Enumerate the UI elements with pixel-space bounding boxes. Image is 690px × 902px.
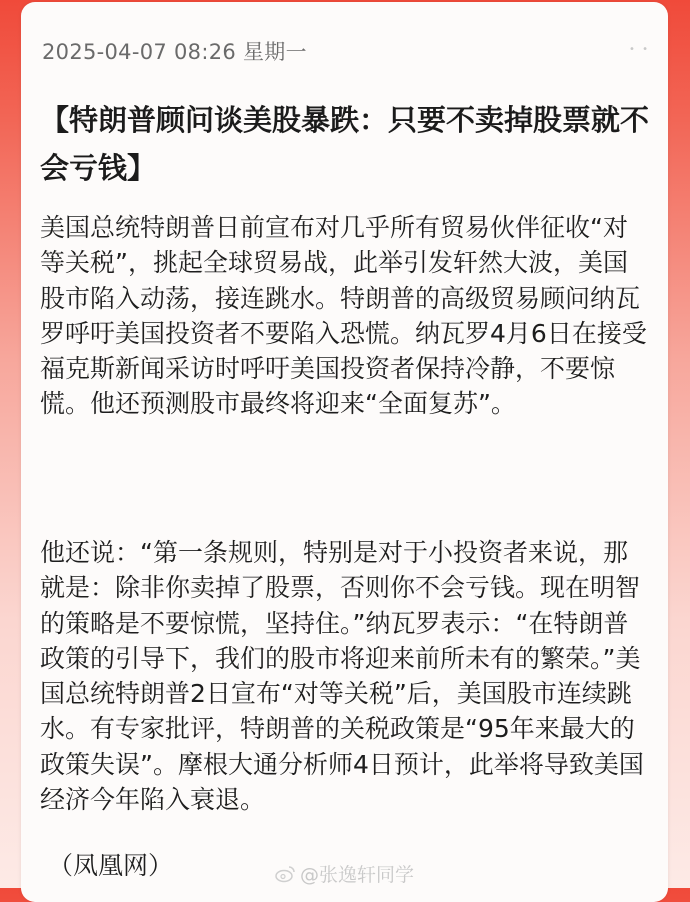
- post-datetime: 2025-04-07 08:26 星期一: [42, 40, 307, 64]
- weibo-icon: [274, 865, 296, 883]
- watermark-text: @张逸轩同学: [299, 864, 414, 886]
- article-paragraph-1: 美国总统特朗普日前宣布对几乎所有贸易伙伴征收“对等关税”，挑起全球贸易战，此举引发轩然大波，美国股市陷入动荡，接连跳水。特朗普的高级贸易顾问纳瓦罗呼吁美国投资者不要陷入恐慌。纳瓦罗4月6日在接受福克斯新闻采访时呼吁美国投资者保持冷静，不要惊慌。他还预测股市最终将迎来“全面复苏”。: [40, 213, 647, 419]
- more-options-icon[interactable]: • •: [629, 44, 650, 55]
- watermark: [274, 860, 414, 887]
- article-title: 【特朗普顾问谈美股暴跌：只要不卖掉股票就不会亏钱】: [40, 103, 650, 185]
- article-paragraph-2: 他还说：“第一条规则，特别是对于小投资者来说，那就是：除非你卖掉了股票，否则你不会亏钱。现在明智的策略是不要惊慌，坚持住。”纳瓦罗表示：“在特朗普政策的引导下，我们的股市将迎来前所未有的繁荣。”美国总统特朗普2日宣布“对等关税”后，美国股市连续跳水。有专家批评，特朗普的关税政策是“95年来最大的政策失误”。摩根大通分析师4日预计，此举将导致美国经济今年陷入衰退。: [40, 538, 644, 815]
- article-source: （凤凰网）: [48, 851, 174, 880]
